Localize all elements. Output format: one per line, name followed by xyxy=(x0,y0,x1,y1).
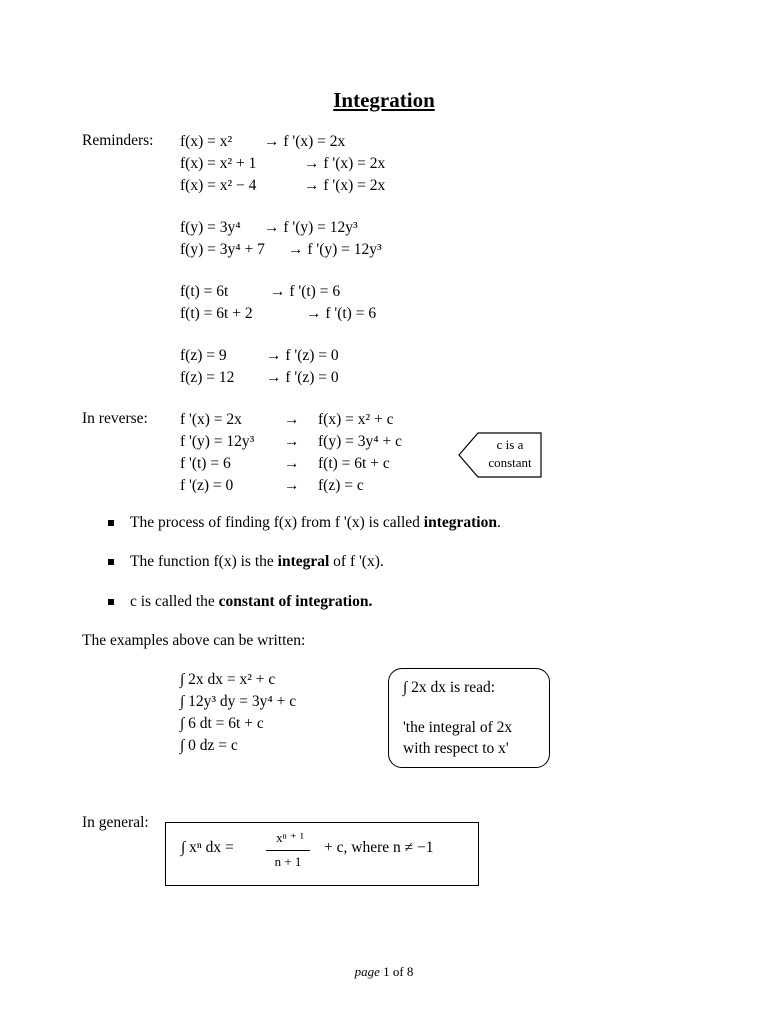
reminder-function: f(y) = 3y⁴ xyxy=(180,219,241,236)
reminder-derivative: → f '(y) = 12y³ xyxy=(264,219,358,236)
reminder-derivative: → f '(z) = 0 xyxy=(266,369,339,386)
bullet-square-icon xyxy=(108,520,114,526)
reminder-derivative: → f '(y) = 12y³ xyxy=(288,241,382,258)
read-note-line-2: 'the integral of 2x xyxy=(403,719,513,736)
reverse-integral: f(x) = x² + c xyxy=(318,411,394,428)
example-line: ∫ 2x dx = x² + c xyxy=(180,671,276,688)
bullet-square-icon xyxy=(108,559,114,565)
example-line: ∫ 0 dz = c xyxy=(180,737,238,754)
reminder-function: f(t) = 6t + 2 xyxy=(180,305,253,322)
general-formula-box xyxy=(165,822,479,886)
constant-callout xyxy=(458,432,542,478)
fraction-bar xyxy=(266,850,310,851)
bullet-square-icon xyxy=(108,599,114,605)
reminder-function: f(z) = 12 xyxy=(180,369,235,386)
reminders-label: Reminders: xyxy=(82,132,154,149)
page-footer: page 1 of 8 xyxy=(354,964,414,979)
reminder-function: f(x) = x² + 1 xyxy=(180,155,257,172)
bullet-text: The process of finding f(x) from f '(x) is called integration. xyxy=(130,514,501,531)
reverse-derivative: f '(z) = 0 xyxy=(180,477,234,494)
reminder-function: f(t) = 6t xyxy=(180,283,229,300)
callout-line-1: c is a xyxy=(496,437,524,452)
page-title: Integration xyxy=(333,88,435,112)
formula-rhs: + c, where n ≠ −1 xyxy=(324,839,434,856)
example-line: ∫ 6 dt = 6t + c xyxy=(180,715,264,732)
read-note-box xyxy=(388,668,550,768)
general-label: In general: xyxy=(82,814,149,831)
reverse-derivative: f '(t) = 6 xyxy=(180,455,231,472)
callout-line-2: constant xyxy=(488,455,532,470)
reminder-derivative: → f '(x) = 2x xyxy=(304,155,386,172)
example-line: ∫ 12y³ dy = 3y⁴ + c xyxy=(180,693,297,710)
examples-intro: The examples above can be written: xyxy=(82,632,306,649)
reverse-arrow: → xyxy=(284,455,300,472)
reminder-function: f(x) = x² − 4 xyxy=(180,177,257,194)
reverse-integral: f(y) = 3y⁴ + c xyxy=(318,433,403,450)
reminder-derivative: → f '(t) = 6 xyxy=(306,305,377,322)
reverse-arrow: → xyxy=(284,433,300,450)
reverse-derivative: f '(x) = 2x xyxy=(180,411,242,428)
formula-lhs: ∫ xⁿ dx = xyxy=(181,839,234,856)
reverse-arrow: → xyxy=(284,411,300,428)
read-note-line-1: ∫ 2x dx is read: xyxy=(403,679,496,696)
reminder-function: f(y) = 3y⁴ + 7 xyxy=(180,241,265,258)
reminder-derivative: → f '(x) = 2x xyxy=(264,133,346,150)
reminder-derivative: → f '(t) = 6 xyxy=(270,283,341,300)
formula-denominator: n + 1 xyxy=(274,854,302,869)
read-note-line-3: with respect to x' xyxy=(403,740,509,757)
formula-numerator: xⁿ ⁺ ¹ xyxy=(276,830,304,845)
reverse-integral: f(t) = 6t + c xyxy=(318,455,390,472)
reminder-derivative: → f '(x) = 2x xyxy=(304,177,386,194)
reverse-label: In reverse: xyxy=(82,410,148,427)
bullet-text: c is called the constant of integration. xyxy=(130,593,373,610)
reminder-derivative: → f '(z) = 0 xyxy=(266,347,339,364)
bullet-text: The function f(x) is the integral of f '(x). xyxy=(130,553,384,570)
reminder-function: f(x) = x² xyxy=(180,133,233,150)
reverse-derivative: f '(y) = 12y³ xyxy=(180,433,255,450)
reminder-function: f(z) = 9 xyxy=(180,347,227,364)
reverse-integral: f(z) = c xyxy=(318,477,364,494)
reverse-arrow: → xyxy=(284,477,300,494)
